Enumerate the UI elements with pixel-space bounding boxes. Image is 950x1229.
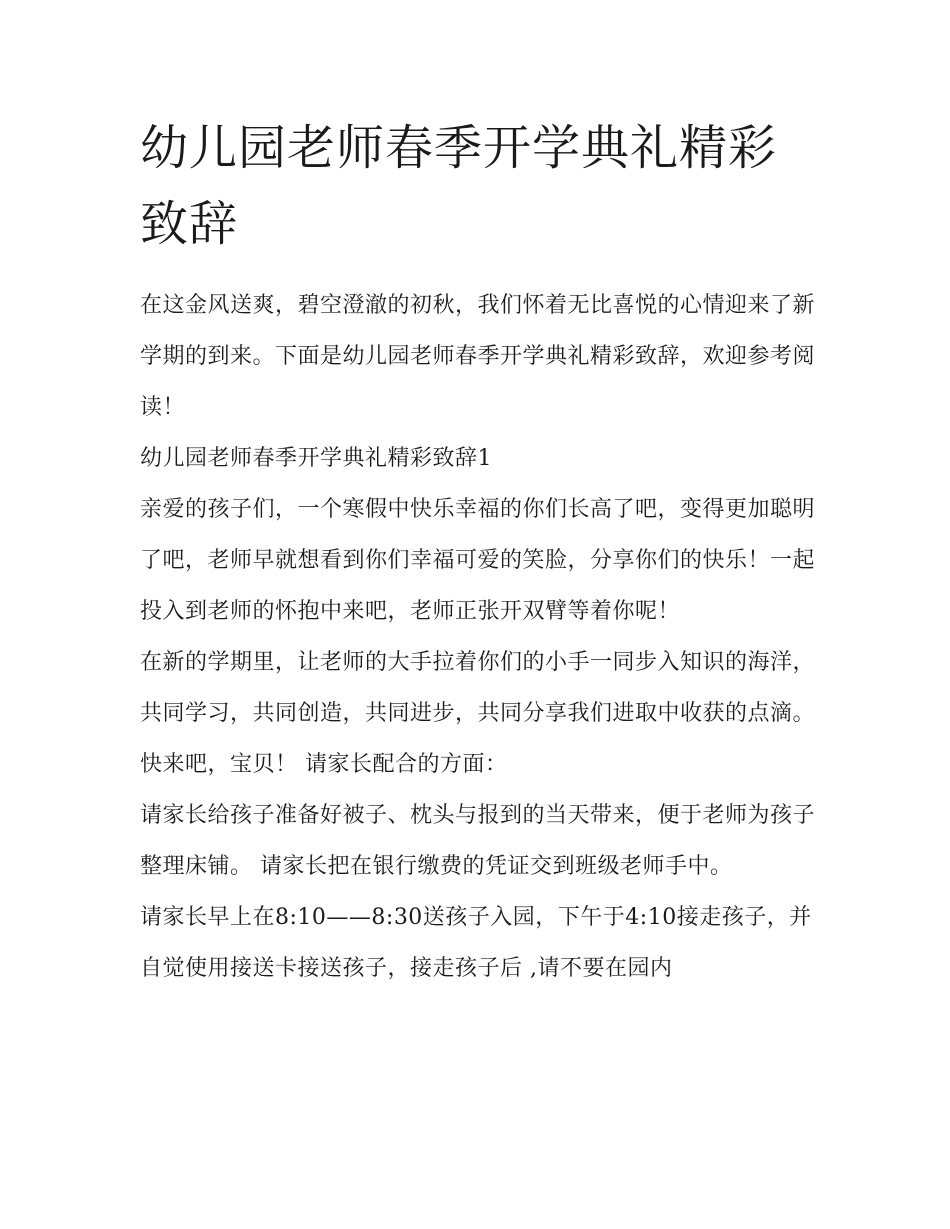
intro-paragraph: 在这金风送爽，碧空澄澈的初秋，我们怀着无比喜悦的心情迎来了新学期的到来。下面是幼儿园老师春季开学典礼精彩致辞，欢迎参考阅读！ <box>140 293 816 420</box>
section-heading: 幼儿园老师春季开学典礼精彩致辞1 <box>140 446 492 471</box>
body-paragraph: 在新的学期里，让老师的大手拉着你们的小手一同步入知识的海洋，共同学习，共同创造，共同进步，共同分享我们进取中收获的点滴。快来吧，宝贝！ 请家长配合的方面： <box>140 650 816 777</box>
document-title: 幼儿园老师春季开学典礼精彩致辞 <box>140 120 778 252</box>
body-paragraph: 请家长给孩子准备好被子、枕头与报到的当天带来，便于老师为孩子整理床铺。 请家长把在银行缴费的凭证交到班级老师手中。 <box>140 803 816 879</box>
body-paragraph: 亲爱的孩子们，一个寒假中快乐幸福的你们长高了吧，变得更加聪明了吧，老师早就想看到你们幸福可爱的笑脸，分享你们的快乐！一起投入到老师的怀抱中来吧，老师正张开双臂等着你呢！ <box>140 497 816 624</box>
body-paragraph: 请家长早上在8:10——8:30送孩子入园，下午于4:10接走孩子，并自觉使用接送卡接送孩子，接走孩子后 ,请不要在园内 <box>140 905 812 981</box>
document-page <box>140 110 820 994</box>
